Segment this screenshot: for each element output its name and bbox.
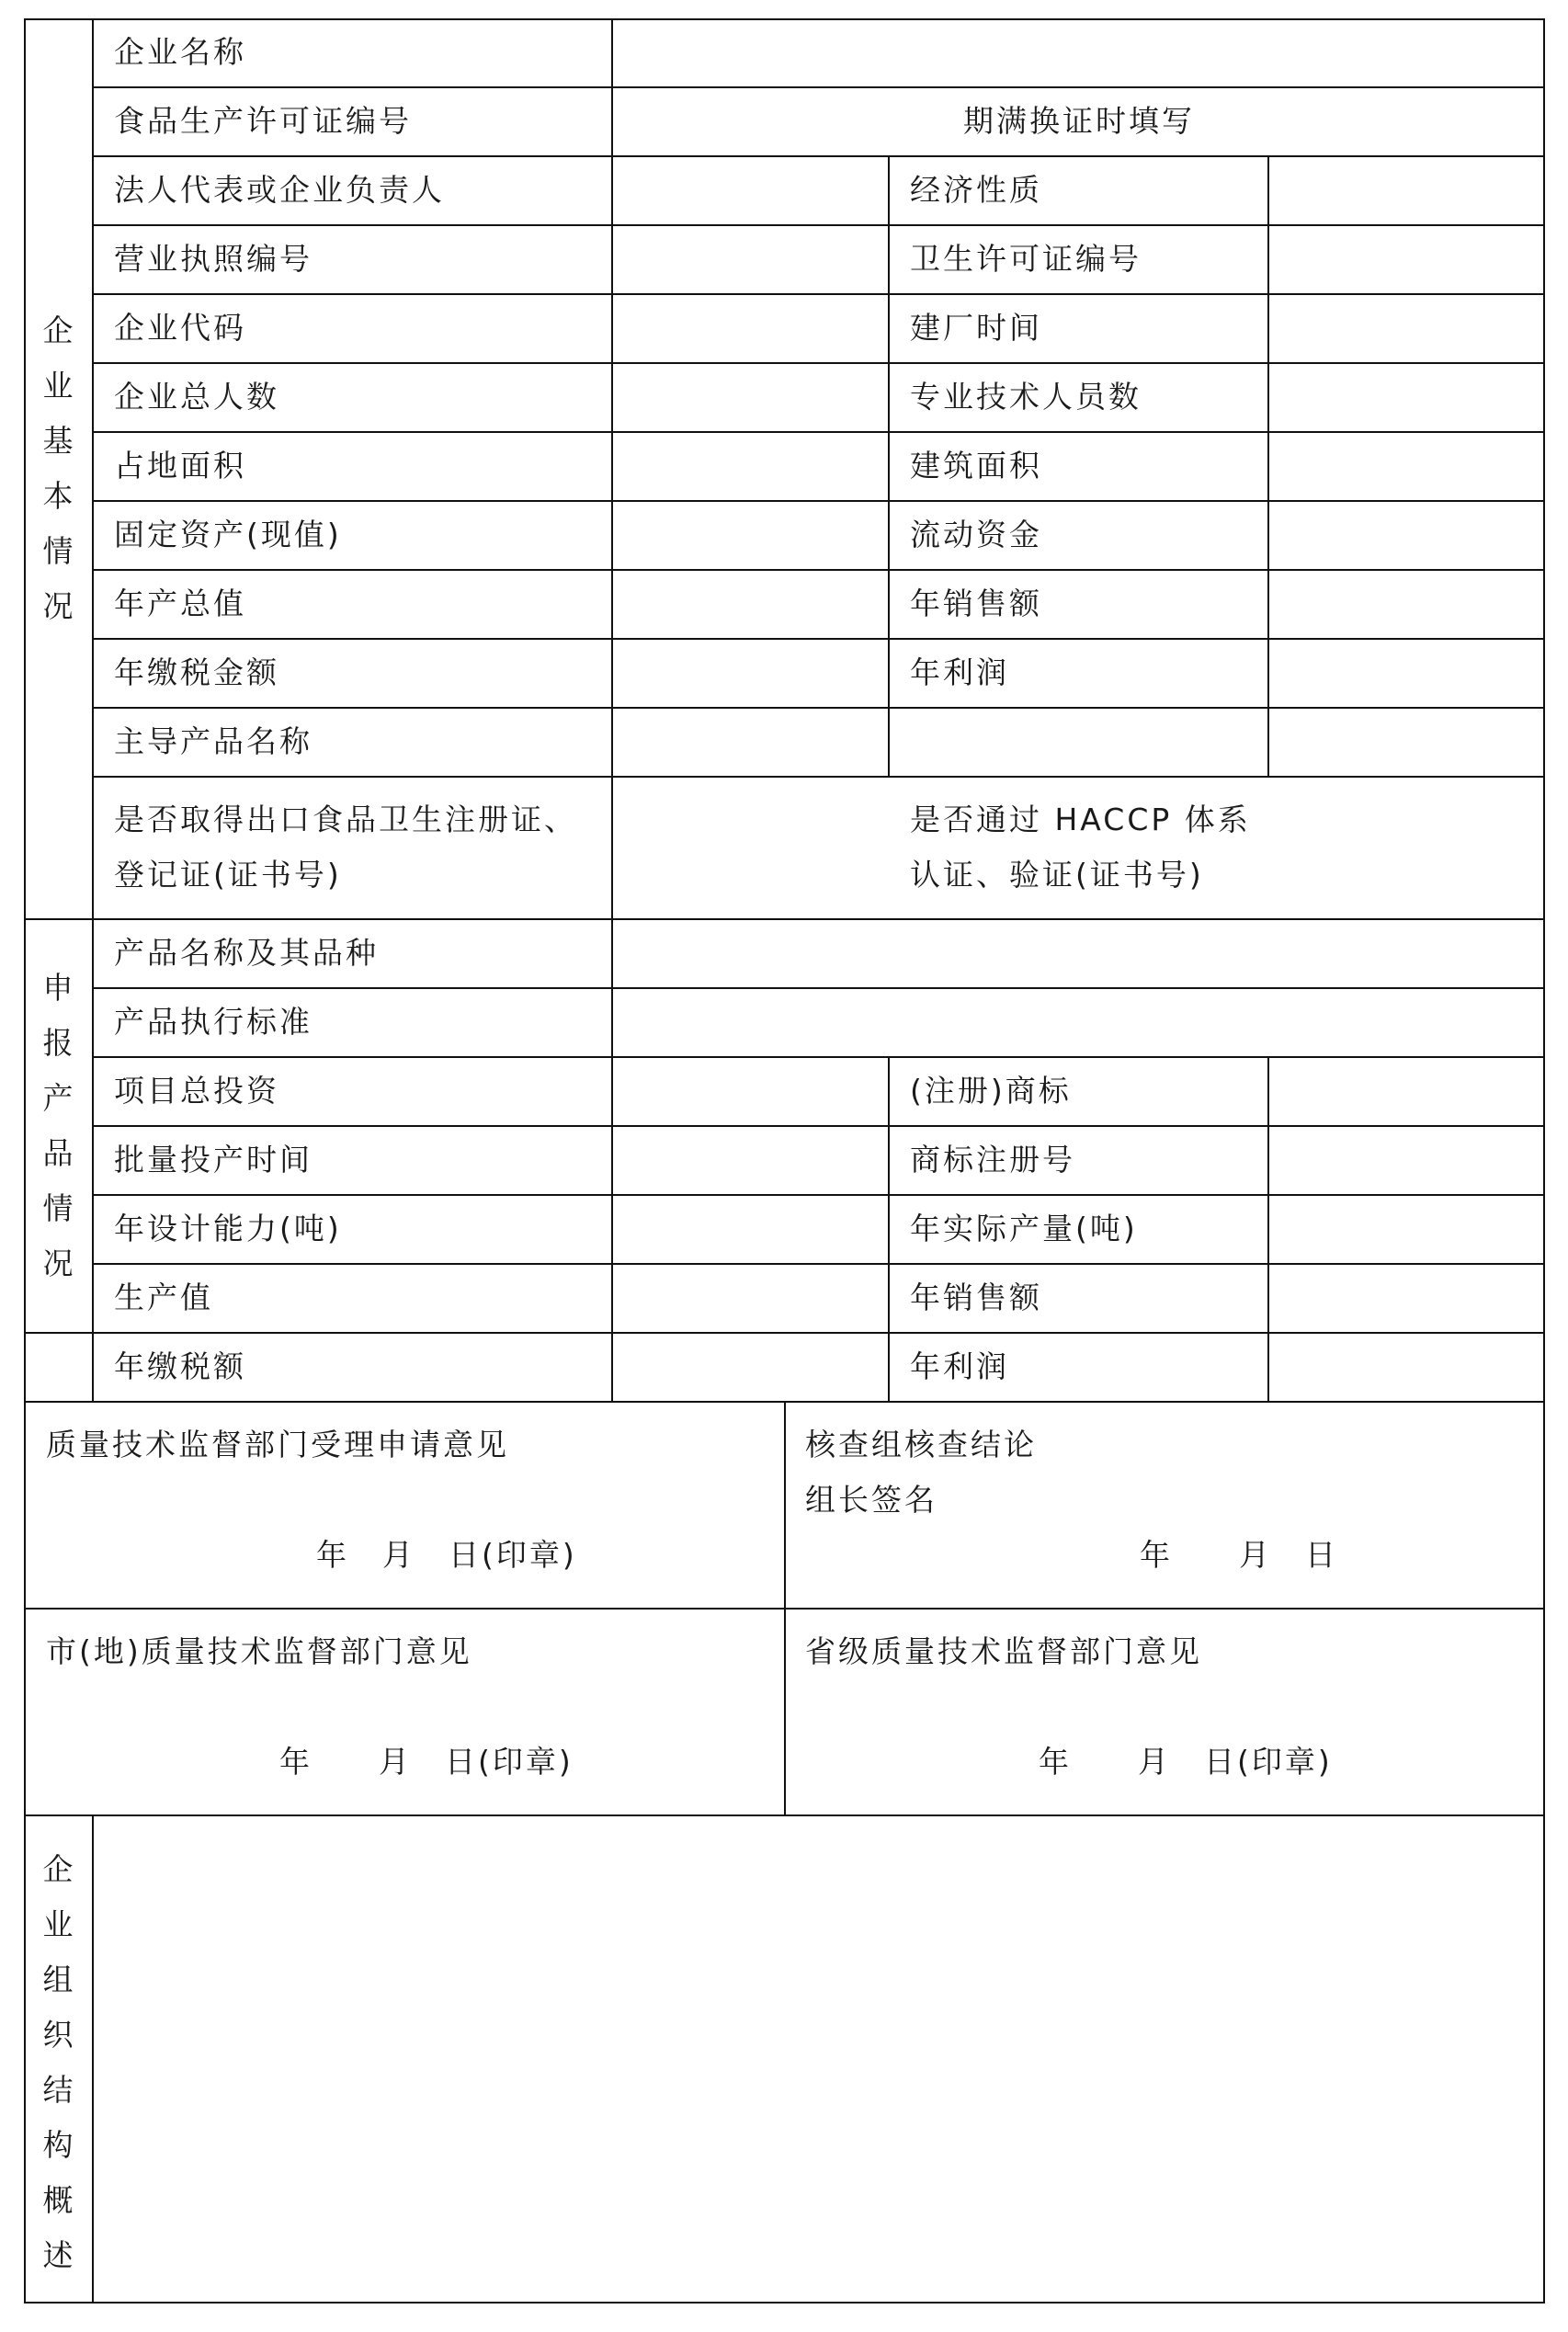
label-legal-rep: 法人代表或企业负责人 bbox=[114, 172, 445, 208]
label-founded: 建厂时间 bbox=[910, 310, 1042, 346]
column-divider bbox=[784, 1401, 786, 1814]
label-product-standard: 产品执行标准 bbox=[114, 1004, 312, 1040]
check-date: 年 月 日 bbox=[1140, 1537, 1338, 1573]
label-health-permit: 卫生许可证编号 bbox=[910, 241, 1142, 277]
row-divider bbox=[92, 86, 1545, 88]
label-leader-signature: 组长签名 bbox=[805, 1482, 937, 1518]
row-divider bbox=[92, 1263, 1545, 1265]
row-divider bbox=[92, 638, 1545, 640]
row-divider bbox=[92, 500, 1545, 502]
application-form bbox=[24, 18, 1545, 2304]
column-divider bbox=[888, 155, 890, 776]
section-label-org: 企 业 组 织 结 构 概 述 bbox=[42, 1851, 74, 2273]
row-divider bbox=[92, 362, 1545, 364]
label-company-name: 企业名称 bbox=[114, 34, 246, 70]
label-check-conclusion: 核查组核查结论 bbox=[805, 1427, 1037, 1462]
row-divider bbox=[92, 987, 1545, 989]
province-date-seal: 年 月 日(印章) bbox=[1039, 1744, 1333, 1780]
label-production-start: 批量投产时间 bbox=[114, 1142, 312, 1177]
row-divider bbox=[92, 1125, 1545, 1127]
row-divider bbox=[92, 707, 1545, 709]
label-city-opinion: 市(地)质量技术监督部门意见 bbox=[46, 1633, 472, 1669]
section-divider bbox=[24, 1814, 1545, 1816]
label-economic-nature: 经济性质 bbox=[910, 172, 1042, 208]
column-divider bbox=[1267, 155, 1269, 776]
row-divider bbox=[92, 155, 1545, 157]
column-divider bbox=[611, 18, 613, 1401]
label-building-area: 建筑面积 bbox=[910, 448, 1042, 483]
label-actual-output: 年实际产量(吨) bbox=[910, 1211, 1138, 1246]
label-product-tax: 年缴税额 bbox=[114, 1348, 246, 1384]
label-annual-tax: 年缴税金额 bbox=[114, 654, 279, 690]
row-divider bbox=[92, 293, 1545, 295]
section-divider bbox=[24, 1332, 1545, 1334]
label-product-profit: 年利润 bbox=[910, 1348, 1009, 1384]
label-qtsb-opinion: 质量技术监督部门受理申请意见 bbox=[46, 1427, 509, 1462]
label-total-staff: 企业总人数 bbox=[114, 379, 279, 415]
label-tech-staff: 专业技术人员数 bbox=[910, 379, 1142, 415]
row-divider bbox=[92, 431, 1545, 433]
label-license-no: 食品生产许可证编号 bbox=[114, 103, 412, 139]
label-annual-profit: 年利润 bbox=[910, 654, 1009, 690]
column-divider bbox=[92, 1814, 94, 2304]
label-design-capacity: 年设计能力(吨) bbox=[114, 1211, 342, 1246]
label-land-area: 占地面积 bbox=[114, 448, 246, 483]
label-annual-sales: 年销售额 bbox=[910, 586, 1042, 621]
row-divider bbox=[92, 224, 1545, 226]
label-trademark: (注册)商标 bbox=[910, 1073, 1072, 1109]
label-haccp: 是否通过 HACCP 体系 认证、验证(证书号) bbox=[910, 802, 1251, 893]
column-divider bbox=[888, 1056, 890, 1401]
row-divider bbox=[92, 776, 1545, 778]
label-company-code: 企业代码 bbox=[114, 310, 246, 346]
license-note: 期满换证时填写 bbox=[963, 103, 1195, 139]
label-main-product: 主导产品名称 bbox=[114, 723, 312, 759]
city-date-seal: 年 月 日(印章) bbox=[279, 1744, 574, 1780]
label-product-name: 产品名称及其品种 bbox=[114, 935, 379, 971]
column-divider bbox=[1267, 1056, 1269, 1401]
label-business-license: 营业执照编号 bbox=[114, 241, 312, 277]
label-working-capital: 流动资金 bbox=[910, 517, 1042, 552]
section-label-product: 申 报 产 品 情 况 bbox=[42, 970, 74, 1281]
label-annual-output: 年产总值 bbox=[114, 586, 246, 621]
label-fixed-assets: 固定资产(现值) bbox=[114, 517, 342, 552]
label-investment: 项目总投资 bbox=[114, 1073, 279, 1109]
section-divider bbox=[24, 918, 1545, 920]
label-export-cert: 是否取得出口食品卫生注册证、 登记证(证书号) bbox=[114, 802, 577, 893]
label-product-sales: 年销售额 bbox=[910, 1280, 1042, 1315]
row-divider bbox=[92, 569, 1545, 571]
row-divider bbox=[92, 1056, 1545, 1058]
qtsb-date-seal: 年 月 日(印章) bbox=[316, 1537, 577, 1573]
row-divider bbox=[92, 1194, 1545, 1196]
label-trademark-no: 商标注册号 bbox=[910, 1142, 1075, 1177]
section-label-basic: 企 业 基 本 情 况 bbox=[42, 313, 74, 624]
column-divider bbox=[92, 18, 94, 1401]
label-province-opinion: 省级质量技术监督部门意见 bbox=[805, 1633, 1202, 1669]
label-production-value: 生产值 bbox=[114, 1280, 213, 1315]
